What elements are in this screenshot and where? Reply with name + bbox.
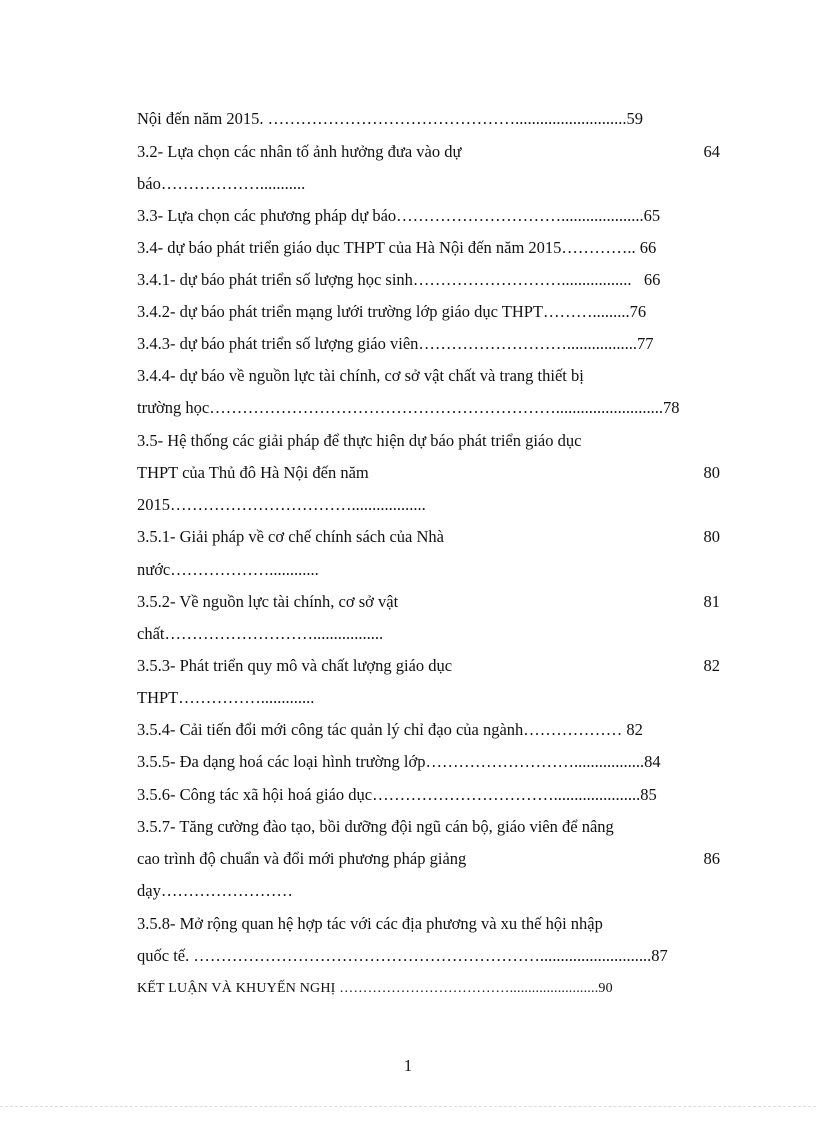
toc-line-chat bbox=[137, 624, 720, 644]
toc-line-ket-luan bbox=[137, 979, 720, 999]
toc-line-2015 bbox=[137, 495, 720, 515]
toc-entry-text: 2015…………………………….................. bbox=[137, 495, 426, 514]
toc-entry-text: 3.5.6- Công tác xã hội hoá giáo dục…………………………….....................85 bbox=[137, 785, 657, 804]
toc-line-nuoc bbox=[137, 560, 720, 580]
toc-line-3-5-5 bbox=[137, 752, 720, 772]
toc-entry-text: 3.5.3- Phát triển quy mô và chất lượng giáo dục bbox=[137, 656, 453, 675]
toc-entry-text: 3.5.2- Về nguồn lực tài chính, cơ sở vật bbox=[137, 592, 399, 611]
toc-entry-text: 3.5.8- Mở rộng quan hệ hợp tác với các địa phương và xu thế hội nhập bbox=[137, 914, 603, 933]
toc-entry-text: cao trình độ chuẩn và đổi mới phương pháp giảng bbox=[137, 849, 467, 868]
toc-entry-text: chất………………………................. bbox=[137, 624, 384, 643]
toc-entry-text: THPT của Thủ đô Hà Nội đến năm bbox=[137, 463, 369, 482]
toc-line-3-5-4 bbox=[137, 720, 720, 740]
toc-page-number: 81 bbox=[703, 592, 720, 611]
toc-line-3-4-2 bbox=[137, 302, 720, 322]
toc-entry-text: 3.3- Lựa chọn các phương pháp dự báo…………………………....................65 bbox=[137, 206, 661, 225]
toc-entry-text: nước………………............ bbox=[137, 560, 319, 579]
toc-line-truong-hoc bbox=[137, 398, 720, 418]
toc-entry-text: 3.5.4- Cải tiến đổi mới công tác quản lý chỉ đạo của ngành……………… 82 bbox=[137, 720, 643, 739]
toc-line-bao bbox=[137, 174, 720, 194]
toc-entry-text: 3.4.2- dự báo phát triển mạng lưới trường lớp giáo dục THPT……….........76 bbox=[137, 302, 647, 321]
toc-line-3-4-3 bbox=[137, 334, 720, 354]
toc-line-3-5-2 bbox=[137, 592, 720, 612]
toc-line-3-5-6 bbox=[137, 785, 720, 805]
toc-entry-text: Nội đến năm 2015. ………………………………………...........................59 bbox=[137, 109, 643, 128]
toc-entry-text: 3.4.1- dự báo phát triển số lượng học sinh………………………................. 66 bbox=[137, 270, 661, 289]
toc-line-day bbox=[137, 881, 720, 901]
page-number: 1 bbox=[403, 1056, 413, 1075]
toc-line-thpt-thu-do bbox=[137, 463, 720, 483]
toc-entry-text: 3.4- dự báo phát triển giáo dục THPT của Hà Nội đến năm 2015………….. 66 bbox=[137, 238, 657, 257]
toc-page-number: 86 bbox=[703, 849, 720, 868]
toc-entry-text: 3.4.4- dự báo về nguồn lực tài chính, cơ sở vật chất và trang thiết bị bbox=[137, 366, 584, 385]
toc-entry-text: 3.4.3- dự báo phát triển số lượng giáo viên……………………….................77 bbox=[137, 334, 654, 353]
toc-line-3-5-3 bbox=[137, 656, 720, 676]
toc-line-quoc-te bbox=[137, 946, 720, 966]
toc-entry-text: 3.5- Hệ thống các giải pháp để thực hiện dự báo phát triển giáo dục bbox=[137, 431, 582, 450]
toc-entry-text: KẾT LUẬN VÀ KHUYẾN NGHỊ ………………………………........................90 bbox=[137, 981, 613, 996]
toc-page-number: 80 bbox=[703, 463, 720, 482]
toc-entry-text: 3.5.1- Giải pháp về cơ chế chính sách của Nhà bbox=[137, 527, 444, 546]
toc-entry-text: dạy…………………… bbox=[137, 881, 293, 900]
page-bottom-divider bbox=[0, 1106, 816, 1107]
toc-entry-text: 3.2- Lựa chọn các nhân tố ảnh hưởng đưa vào dự bbox=[137, 142, 462, 161]
toc-line-3-5-1 bbox=[137, 527, 720, 547]
toc-entry-text: báo………………........... bbox=[137, 174, 306, 193]
toc-line-3-4 bbox=[137, 238, 720, 258]
toc-entry-text: 3.5.5- Đa dạng hoá các loại hình trường lớp……………………….................84 bbox=[137, 752, 661, 771]
toc-line-thpt bbox=[137, 688, 720, 708]
toc-entry-text: 3.5.7- Tăng cường đào tạo, bồi dưỡng đội ngũ cán bộ, giáo viên để nâng bbox=[137, 817, 614, 836]
toc-entry-text: THPT……………............. bbox=[137, 688, 315, 707]
toc-line-noi-den-nam-2015 bbox=[137, 109, 720, 129]
toc-entry-text: quốc tế. ………………………………………………………...........................87 bbox=[137, 946, 668, 965]
toc-line-3-3 bbox=[137, 206, 720, 226]
toc-line-3-5-8 bbox=[137, 914, 720, 934]
toc-line-3-4-4 bbox=[137, 366, 720, 386]
toc-entry-text: trường học………………………………………………………..........................78 bbox=[137, 398, 680, 417]
toc-line-cao-trinh-do bbox=[137, 849, 720, 869]
toc-line-3-4-1 bbox=[137, 270, 727, 290]
toc-page-number: 64 bbox=[703, 142, 720, 161]
toc-page-number: 82 bbox=[703, 656, 720, 675]
toc-page-number: 80 bbox=[703, 527, 720, 546]
toc-line-3-5-7 bbox=[137, 817, 720, 837]
toc-line-3-2 bbox=[137, 142, 720, 162]
toc-line-3-5 bbox=[137, 431, 720, 451]
